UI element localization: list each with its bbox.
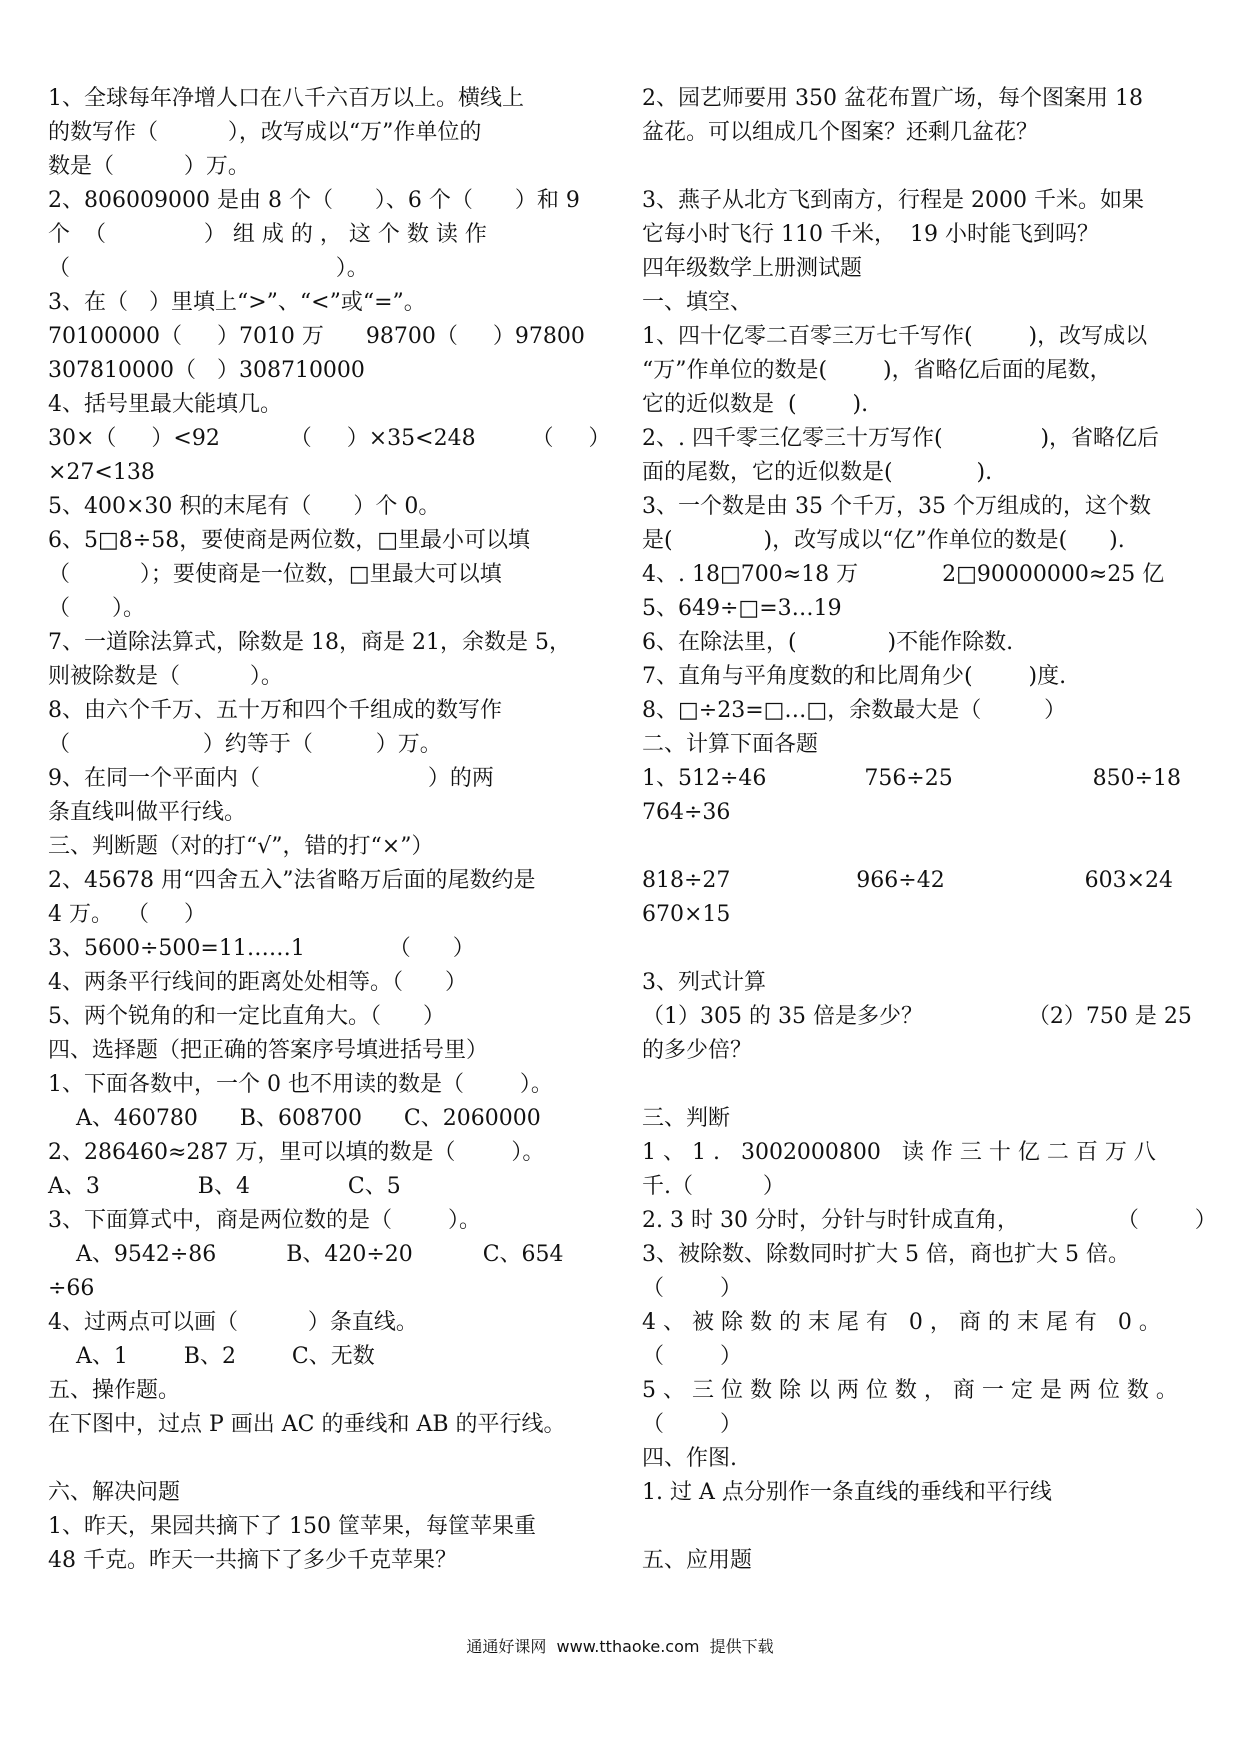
text-line: 一、填空、 <box>642 290 753 315</box>
text-line: 1、全球每年净增人口在八千六百万以上。横线上 <box>48 86 524 111</box>
text-line: 9、在同一个平面内（ ）的两 <box>48 766 494 791</box>
text-line: （ ）。 <box>48 256 369 281</box>
text-line: 它的近似数是 ( ). <box>642 392 869 417</box>
text-line: 在下图中，过点 P 画出 AC 的垂线和 AB 的平行线。 <box>48 1412 566 1437</box>
page-footer: 通通好课网 www.tthaoke.com 提供下载 <box>466 1637 774 1656</box>
text-line: 4、过两点可以画（ ）条直线。 <box>48 1310 418 1335</box>
text-line: 1、下面各数中，一个 0 也不用读的数是（ ）。 <box>48 1072 553 1097</box>
text-line: 670×15 <box>642 902 731 927</box>
text-line: 面的尾数，它的近似数是( ). <box>642 460 993 485</box>
text-line: 2、园艺师要用 350 盆花布置广场，每个图案用 18 <box>642 86 1143 111</box>
blank-line <box>642 1510 1198 1544</box>
text-line: 它每小时飞行 110 千米， 19 小时能飞到吗？ <box>642 222 1099 247</box>
text-line: 三、判断 <box>642 1106 731 1131</box>
text-line: 70100000（ ）7010 万 98700（ ）97800 <box>48 324 585 349</box>
text-line: （ ）；要使商是一位数，□里最大可以填 <box>48 562 502 587</box>
text-line: 8、□÷23=□…□，余数最大是（ ） <box>642 698 1067 723</box>
text-line: （1）305 的 35 倍是多少？ （2）750 是 25 <box>642 1004 1192 1029</box>
blank-line <box>642 1068 1198 1102</box>
text-line: 二、计算下面各题 <box>642 732 819 757</box>
blank-workspace <box>642 830 1198 864</box>
text-line: ×27<138 <box>48 460 155 485</box>
text-line: 四、作图. <box>642 1446 737 1471</box>
blank-line <box>642 932 1198 966</box>
text-line: 2、286460≈287 万，里可以填的数是（ ）。 <box>48 1140 545 1165</box>
text-line: 4、括号里最大能填几。 <box>48 392 282 417</box>
text-line: 4、. 18□700≈18 万 2□90000000≈25 亿 <box>642 562 1165 587</box>
text-line: 3、5600÷500=11……1 （ ） <box>48 936 475 961</box>
text-line: 的多少倍？ <box>642 1038 753 1063</box>
text-line: 4、两条平行线间的距离处处相等。（ ） <box>48 970 467 995</box>
text-line: 818÷27 966÷42 603×24 <box>642 868 1173 893</box>
text-line: 6、5□8÷58，要使商是两位数，□里最小可以填 <box>48 528 530 553</box>
text-line: 1、四十亿零二百零三万七千写作( )，改写成以 <box>642 324 1148 349</box>
text-line: 3、被除数、除数同时扩大 5 倍，商也扩大 5 倍。 <box>642 1242 1130 1267</box>
text-line: 1、512÷46 756÷25 850÷18 <box>642 766 1182 791</box>
text-line: A、1 B、2 C、无数 <box>48 1344 375 1369</box>
text-line: 千.（ ） <box>642 1174 785 1199</box>
right-column <box>642 82 1217 1578</box>
text-line: 四年级数学上册测试题 <box>642 256 863 281</box>
text-line: 48 千克。昨天一共摘下了多少千克苹果？ <box>48 1548 457 1573</box>
left-column <box>48 82 611 1578</box>
text-line: 7、一道除法算式，除数是 18，商是 21，余数是 5， <box>48 630 571 655</box>
text-line: 2、. 四千零三亿零三十万写作( )，省略亿后 <box>642 426 1160 451</box>
text-line: 5、两个锐角的和一定比直角大。（ ） <box>48 1004 445 1029</box>
text-line: 2、45678 用“四舍五入”法省略万后面的尾数约是 <box>48 868 536 893</box>
blank-line <box>642 150 1198 184</box>
text-line: 的数写作（ ），改写成以“万”作单位的 <box>48 120 482 145</box>
text-line: 2、806009000 是由 8 个（ ）、6 个（ ）和 9 <box>48 188 580 213</box>
text-line: （ ）。 <box>48 596 145 621</box>
text-line: 三、判断题（对的打“√”，错的打“×”） <box>48 834 434 859</box>
text-line: A、3 B、4 C、5 <box>48 1174 401 1199</box>
text-line: 4 万。 （ ） <box>48 902 206 927</box>
text-line: 是( )，改写成以“亿”作单位的数是( ). <box>642 528 1125 553</box>
text-line: 30×（ ）<92 （ ）×35<248 （ ） <box>48 426 611 451</box>
text-line: 1 、 1 . 3002000800 读 作 三 十 亿 二 百 万 八 <box>642 1140 1156 1165</box>
text-line: 盆花。可以组成几个图案？还剩几盆花？ <box>642 120 1039 145</box>
text-line: 六、解决问题 <box>48 1480 181 1505</box>
text-line: 3、列式计算 <box>642 970 766 995</box>
text-line: 条直线叫做平行线。 <box>48 800 247 825</box>
text-line: A、460780 B、608700 C、2060000 <box>48 1106 541 1131</box>
text-line: 307810000（ ）308710000 <box>48 358 365 383</box>
text-line: 6、在除法里，( )不能作除数. <box>642 630 1014 655</box>
text-line: 1. 过 A 点分别作一条直线的垂线和平行线 <box>642 1480 1052 1505</box>
right-column-top <box>642 82 1198 830</box>
text-line: 7、直角与平角度数的和比周角少( )度. <box>642 664 1067 689</box>
text-line: 四、选择题（把正确的答案序号填进括号里） <box>48 1038 489 1063</box>
text-line: （ ） <box>642 1276 742 1301</box>
text-line: 3、燕子从北方飞到南方，行程是 2000 千米。如果 <box>642 188 1144 213</box>
text-line: 2. 3 时 30 分时，分针与时针成直角， （ ） <box>642 1208 1217 1233</box>
text-line: A、9542÷86 B、420÷20 C、654 <box>48 1242 564 1267</box>
text-line: 5、649÷□=3…19 <box>642 596 842 621</box>
text-line: 五、应用题 <box>642 1548 753 1573</box>
text-line: 数是（ ）万。 <box>48 154 250 179</box>
blank-line <box>48 1442 608 1476</box>
text-line: 3、在（ ）里填上“>”、“<”或“=”。 <box>48 290 426 315</box>
text-line: 764÷36 <box>642 800 731 825</box>
right-column-bottom <box>642 864 1217 1578</box>
text-line: （ ） <box>642 1344 742 1369</box>
text-line: 1、昨天，果园共摘下了 150 筐苹果，每筐苹果重 <box>48 1514 536 1539</box>
text-line: 8、由六个千万、五十万和四个千组成的数写作 <box>48 698 502 723</box>
text-line: 4 、 被 除 数 的 末 尾 有 0 ， 商 的 末 尾 有 0 。 <box>642 1310 1161 1335</box>
text-line: （ ）约等于（ ）万。 <box>48 732 442 757</box>
text-line: 五、操作题。 <box>48 1378 181 1403</box>
text-line: 3、一个数是由 35 个千万，35 个万组成的，这个数 <box>642 494 1151 519</box>
text-line: 5 、 三 位 数 除 以 两 位 数 ， 商 一 定 是 两 位 数 。 <box>642 1378 1178 1403</box>
text-line: （ ） <box>642 1412 742 1437</box>
text-line: 则被除数是（ ）。 <box>48 664 283 689</box>
text-line: 个 （ ） 组 成 的 ， 这 个 数 读 作 <box>48 222 487 247</box>
text-line: “万”作单位的数是( )，省略亿后面的尾数， <box>642 358 1112 383</box>
text-line: ÷66 <box>48 1276 95 1301</box>
text-line: 5、400×30 积的末尾有（ ）个 0。 <box>48 494 441 519</box>
text-line: 3、下面算式中，商是两位数的是（ ）。 <box>48 1208 481 1233</box>
